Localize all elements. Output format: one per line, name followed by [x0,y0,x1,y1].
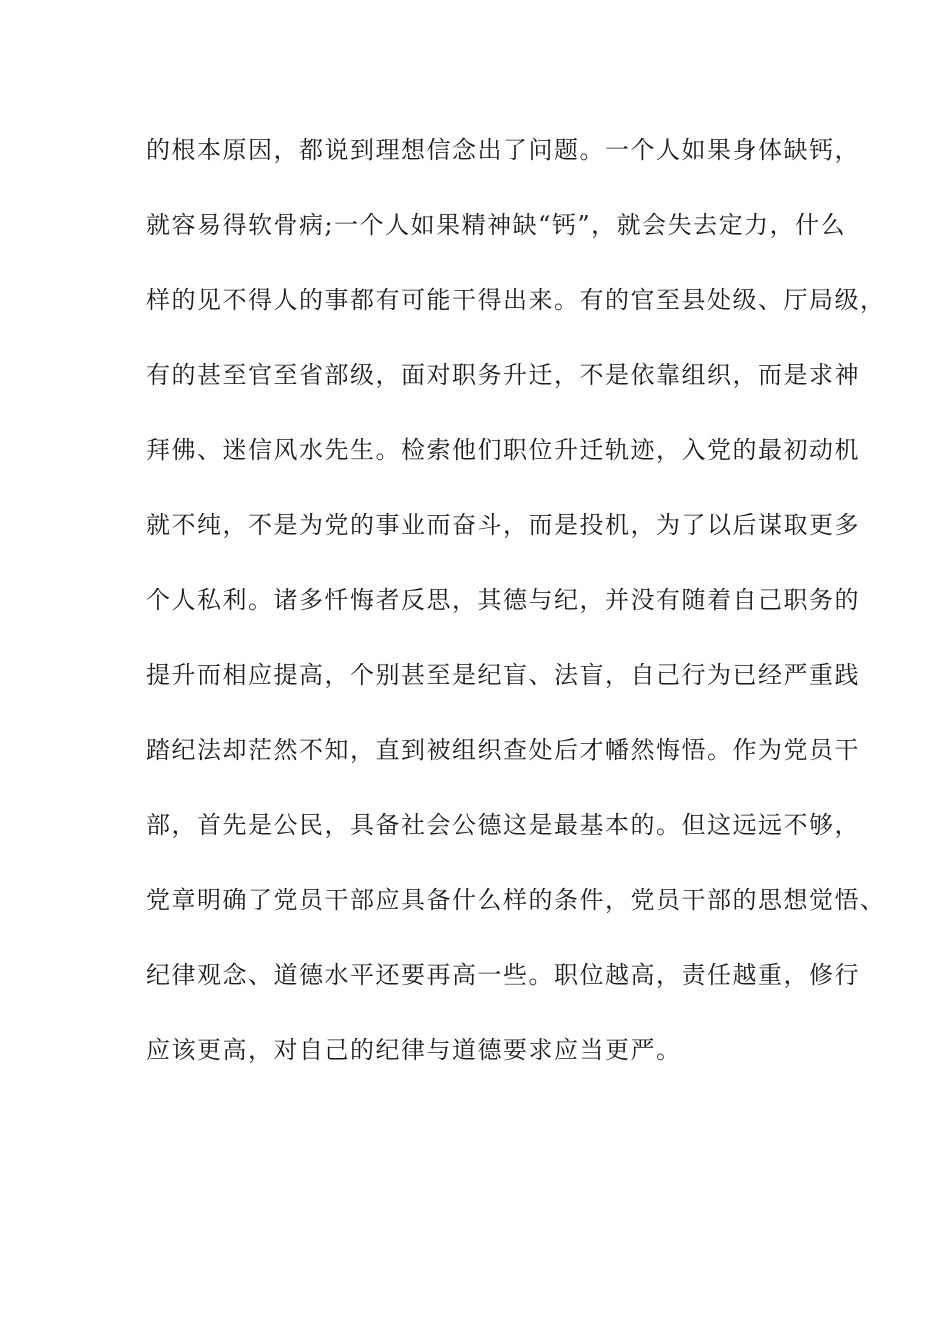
text-line: 拜佛、迷信风水先生。检索他们职位升迁轨迹，入党的最初动机 [146,436,860,464]
text-line: 踏纪法却茫然不知，直到被组织查处后才幡然悔悟。作为党员干 [146,736,860,764]
text-line: 就不纯，不是为党的事业而奋斗，而是投机，为了以后谋取更多 [146,511,860,539]
text-line: 有的甚至官至省部级，面对职务升迁，不是依靠组织，而是求神 [146,361,860,389]
text-line: 就容易得软骨病;一个人如果精神缺“钙”，就会失去定力，什么 [146,211,847,239]
text-line: 应该更高，对自己的纪律与道德要求应当更严。 [146,1036,682,1064]
text-line: 的根本原因，都说到理想信念出了问题。一个人如果身体缺钙， [146,136,860,164]
text-line: 纪律观念、道德水平还要再高一些。职位越高，责任越重，修行 [146,961,860,989]
text-line: 样的见不得人的事都有可能干得出来。有的官至县处级、厅局级， [146,286,886,314]
text-line: 部，首先是公民，具备社会公德这是最基本的。但这远远不够， [146,811,860,839]
body-paragraph [146,128,886,1103]
text-line: 党章明确了党员干部应具备什么样的条件，党员干部的思想觉悟、 [146,886,886,914]
text-line: 个人私利。诸多忏悔者反思，其德与纪，并没有随着自己职务的 [146,586,860,614]
text-line: 提升而相应提高，个别甚至是纪盲、法盲，自己行为已经严重践 [146,661,860,689]
